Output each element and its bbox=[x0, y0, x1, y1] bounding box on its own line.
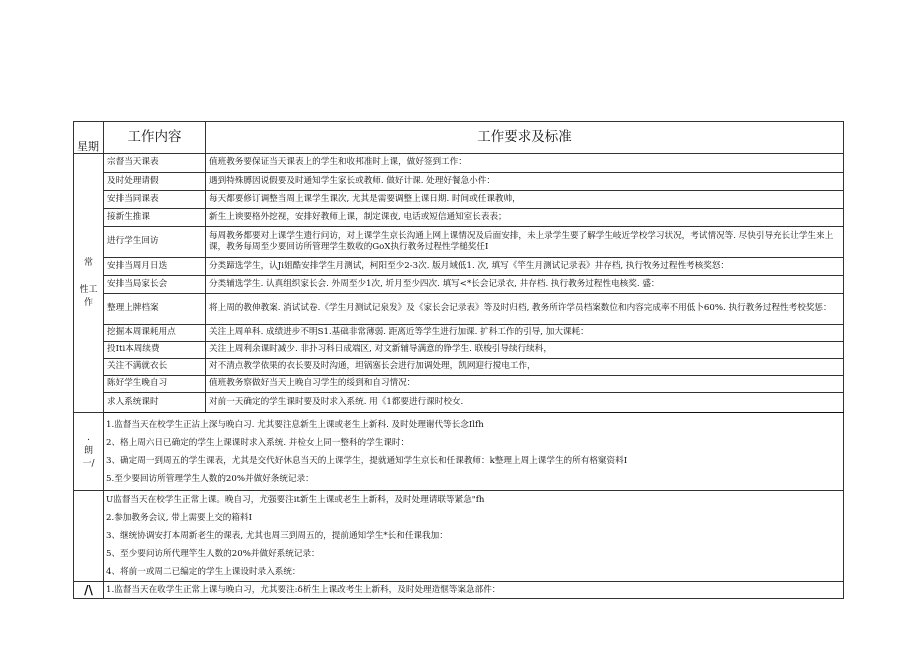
table-row bbox=[74, 325, 844, 342]
task-item: 及时处理请假 bbox=[104, 173, 206, 191]
routine-day-cell bbox=[74, 154, 104, 413]
day-one-tasks bbox=[104, 413, 844, 491]
day-two-task: 3、继统协调安打本周新老生的课表, 尤其也周三到周五的，提前通知学生*长和任课我加： bbox=[106, 531, 448, 541]
day-one-line: 朗 bbox=[83, 446, 93, 456]
task-item: 安排当周月日迭 bbox=[104, 258, 206, 276]
table-row bbox=[74, 393, 844, 413]
day-three-tasks bbox=[104, 582, 844, 599]
task-standard: 遇到特殊膊因说假要及时通知学生家长或教师. 做好计课. 处理好餐急小件： bbox=[206, 173, 844, 191]
work-schedule-table bbox=[73, 121, 844, 599]
table-row bbox=[74, 227, 844, 258]
day-two-task: 2.参加教务会议, 带上需要上交的箱料I bbox=[106, 513, 252, 523]
header-standard: 工作要求及标准 bbox=[206, 122, 844, 154]
day-one-task: 2、格上周六日已确定的学生上课课时求入系统. 并检女上同一整科的学生课时： bbox=[106, 437, 410, 448]
day-two-task: U监督当天在校学生正常上课。晚自习，尤强要注it新生上课或老生上新科，及时处理请联等紧急"fh bbox=[106, 495, 485, 505]
task-item: 整理上牌档案 bbox=[104, 294, 206, 325]
table-row bbox=[74, 342, 844, 359]
day-one-cell bbox=[74, 413, 104, 491]
day-three-cell: /\ bbox=[74, 582, 104, 599]
schedule-sheet bbox=[73, 121, 843, 599]
table-row bbox=[74, 276, 844, 294]
day-three-task: 1.监督当天在收学生正常上课与晚白习，尤其要注:δ析生上课改考生上新科，及时处理造惬等案急部件： bbox=[106, 584, 501, 595]
task-item: 接新生推课 bbox=[104, 209, 206, 227]
task-standard: 值班教务察做好当天上晚自习学生的绥到和自习情况： bbox=[206, 376, 844, 393]
day-one-task: 5.至少要回访所管理学生人数的20%并做好条统记录： bbox=[106, 473, 314, 484]
task-standard: 每天都要修订调整当周上课学生课次, 尤其是需要调整上课日期. 时间或任课教帅， bbox=[206, 191, 844, 209]
task-standard: 值班教务要保证当天课表上的学生和收邦准时上课，做好签到工作： bbox=[206, 154, 844, 173]
day-two-tasks bbox=[104, 491, 844, 582]
task-standard: 对不清点教学依果的衣长要及时沟通，坦锅塞长会进行加调处理，凯网迎行搅电工作， bbox=[206, 359, 844, 376]
task-item: 宗督当天课表 bbox=[104, 154, 206, 173]
table-row bbox=[74, 294, 844, 325]
table-row bbox=[74, 582, 844, 599]
routine-day-line2: 性工作 bbox=[79, 284, 98, 308]
task-standard: 关注上周利余课时减少. 非扑习科日成端区, 对文新辅导满意的铮学生. 联梭引导续行续科， bbox=[206, 342, 844, 359]
day-one-task: 3、确定周一到周五的学生课表，尤其是交代好休息当天的上课学生，提就通知学生京长和任课教师：k整理上周上课学生的所有格窠资料I bbox=[106, 455, 628, 466]
table-row bbox=[74, 359, 844, 376]
table-row bbox=[74, 258, 844, 276]
routine-day-line1: 常 bbox=[83, 257, 93, 268]
table-header-row bbox=[74, 122, 844, 154]
task-item: 关注不满就衣长 bbox=[104, 359, 206, 376]
task-standard: 新生上谀要格外挖视，安排好教师上课，制定课夜, 电话或短信通知室长表表； bbox=[206, 209, 844, 227]
day-one-line: 一/ bbox=[82, 459, 95, 469]
task-item: 安排当同课表 bbox=[104, 191, 206, 209]
header-item: 工作内容 bbox=[104, 122, 206, 154]
task-standard: 将上周的教伸教案. 消试试卷.《学生月测试记泉发》及《家长会记录表》等及时归档, 教务所许学员档案数位和内容完成率不用低卜60%. 执行教务过程性考校奖惩： bbox=[206, 294, 844, 325]
task-item: 安排当局家长会 bbox=[104, 276, 206, 294]
task-standard: 分类辅选学生. 认真组织家长会. 外周至少1次, 圻月至少四次. 填写<*长会记录衣, 井存档. 执行教务过程性电核奖. 盛： bbox=[206, 276, 844, 294]
task-standard: 每周教务都要对上课学生遗行问访，对上课学生京长沟通上网上课情况及后面安排，未上录学生要了解学生岐近学校学习状况，考试情况等. 尽快引导充长让学生来上课，教务每周至少要回访所管理学生数收的GoX执行教务过程性学槌奖任I bbox=[206, 227, 844, 258]
day-two-task: 5、至少要问访所代理竿生人数的20%并做好系统记录： bbox=[106, 549, 320, 559]
task-item: 投Iti本周续费 bbox=[104, 342, 206, 359]
table-row bbox=[74, 413, 844, 491]
day-one-task: 1.监督当天在校学生正沾上深与晚白习. 尤其要注息新生上课或老生上新科. 及时处理谢代等长念Ilfh bbox=[106, 419, 484, 430]
table-row bbox=[74, 209, 844, 227]
day-two-cell bbox=[74, 491, 104, 582]
task-item: 挖掘本周课耗用点 bbox=[104, 325, 206, 342]
task-standard: 关注上周单科. 成绩进步不明S1.基础非常薄弱. 距离近等学生进行加课. 扩科工作的引导, 加大课耗： bbox=[206, 325, 844, 342]
table-row bbox=[74, 491, 844, 582]
day-one-line: . bbox=[87, 433, 90, 443]
task-standard: 分类蹄选学生，认Ji姐酷安排学生月测试，柯阳至少2-3次. 版月域低1. 次, 填写《竿生月测试记录表》井存档, 执行牧务过程性考核奖怒： bbox=[206, 258, 844, 276]
task-item: 求人系统课时 bbox=[104, 393, 206, 413]
table-row bbox=[74, 173, 844, 191]
task-standard: 对前一天确定的学生课时要及时求入系统. 用《1都要进行课时校女. bbox=[206, 393, 844, 413]
task-item: 进行学生回访 bbox=[104, 227, 206, 258]
table-row bbox=[74, 376, 844, 393]
day-two-task: 4、将前一或周二已编定的学生上课设时录入系统： bbox=[106, 567, 301, 577]
task-item: 陈好学生晚自习 bbox=[104, 376, 206, 393]
table-row bbox=[74, 154, 844, 173]
header-day: 星期 bbox=[74, 122, 104, 154]
table-row bbox=[74, 191, 844, 209]
